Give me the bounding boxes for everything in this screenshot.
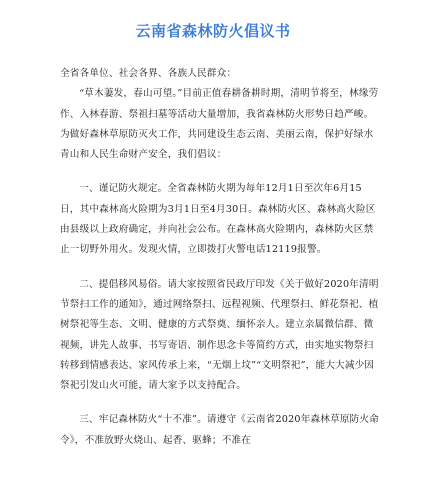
- document-title: 云南省森林防火倡议书: [135, 22, 291, 40]
- paragraph-customs: 二、提倡移风易俗。请大家按照省民政厅印发《关于做好2020年清明节祭扫工作的通知》，通过网络祭扫、远程视频、代理祭扫、鲜花祭祀、植树祭祀等生态、文明、健康的方式祭奠、缅怀亲人。建立亲属微信群、微视频，讲先人故事、书写寄语、制作思念卡等简约方式，由实地实物祭扫转移到情感表达、家风传承上来，“无烟上坟”“文明祭祀”，能大大减少因祭祀引发山火可能，请大家予以支持配合。: [60, 278, 379, 392]
- paragraph-fire-regulations: 一、谨记防火规定。全省森林防火期为每年12月1日至次年6月15日，其中森林高火险期为3月1日至4月30日。森林防火区、森林高火险区由县级以上政府确定，并向社会公布。在森林高火险期内，森林防火区禁止一切野外用火。发现火情，立即拨打火警电话12119报警。: [60, 183, 376, 256]
- paragraph-ten-prohibitions: 三、牢记森林防火“十不准”。请遵守《云南省2020年森林草原防火命令》，不准放野火烧山、起香、驱蜂；不准在: [60, 414, 380, 446]
- greeting-line: 全省各单位、社会各界、各族人民群众：: [60, 68, 237, 79]
- intro-paragraph: “草木萋发，春山可望。”目前正值春耕备耕时期，清明节将至，林缘劳作、入林春游、祭祖扫墓等活动大量增加，我省森林防火形势日趋严峻。为做好森林草原防灭火工作，共同建设生态云南、美丽云南，保护好绿水青山和人民生命财产安全，我们倡议：: [60, 88, 379, 161]
- document-body: [60, 64, 380, 451]
